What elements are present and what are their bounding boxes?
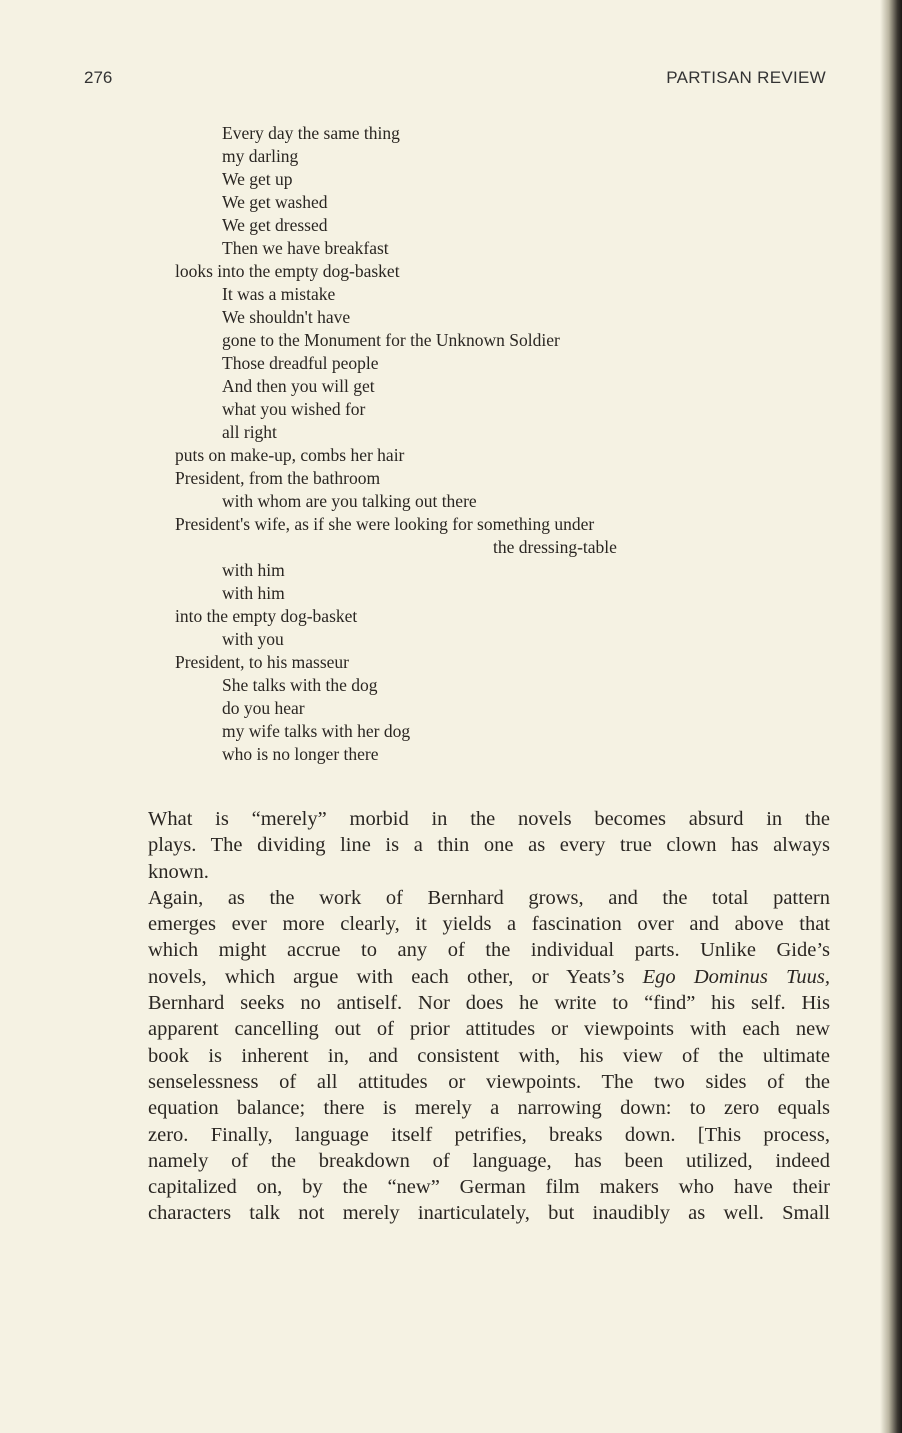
verse-line: my wife talks with her dog	[222, 721, 411, 741]
paragraph-line: senselessness of all attitudes or viewpoints. The two sides of the	[148, 1070, 830, 1093]
paragraph-line: apparent cancelling out of prior attitudes or viewpoints with each new	[148, 1018, 830, 1041]
verse-line: with whom are you talking out there	[222, 491, 477, 511]
verse-line: Every day the same thing	[222, 123, 400, 143]
stage-direction-line: President, to his masseur	[175, 652, 350, 672]
verse-line: Then we have breakfast	[222, 238, 389, 258]
body-text	[148, 806, 830, 1227]
stage-direction-line: into the empty dog-basket	[175, 606, 358, 626]
running-title: PARTISAN REVIEW	[666, 68, 826, 87]
paragraph-line: Bernhard seeks no antiself. Nor does he write to “find” his self. His	[148, 992, 830, 1015]
verse-line: with him	[222, 560, 285, 580]
verse-line: gone to the Monument for the Unknown Soldier	[222, 330, 560, 350]
verse-line: do you hear	[222, 698, 305, 718]
stage-direction-line: looks into the empty dog-basket	[175, 261, 400, 281]
verse-line: with him	[222, 583, 285, 603]
verse-line: the dressing-table	[493, 537, 617, 557]
paragraph-line: plays. The dividing line is a thin one as every true clown has always	[148, 834, 830, 857]
stage-direction-line: President, from the bathroom	[175, 468, 381, 488]
verse-line: all right	[222, 422, 277, 442]
paragraph-line: characters talk not merely inarticulately, but inaudibly as well. Small	[148, 1202, 830, 1225]
paragraph-line: equation balance; there is merely a narrowing down: to zero equals	[148, 1097, 830, 1120]
paragraph-line: capitalized on, by the “new” German film makers who have their	[148, 1176, 830, 1199]
paragraph-line: zero. Finally, language itself petrifies, breaks down. [This process,	[148, 1123, 830, 1146]
verse-line: what you wished for	[222, 399, 366, 419]
verse-line: Those dreadful people	[222, 353, 379, 373]
verse-line: We get dressed	[222, 215, 328, 235]
book-binding-shadow	[880, 0, 902, 1433]
paragraph-line: which might accrue to any of the individual parts. Unlike Gide’s	[148, 939, 830, 962]
verse-line: We shouldn't have	[222, 307, 351, 327]
paragraph-line: Again, as the work of Bernhard grows, and the total pattern	[148, 886, 830, 909]
paragraph-line: known.	[148, 860, 209, 883]
verse-line: who is no longer there	[222, 744, 379, 764]
page-number: 276	[84, 68, 113, 87]
paragraph-line: What is “merely” morbid in the novels becomes absurd in the	[148, 808, 830, 830]
verse-line: And then you will get	[222, 376, 375, 396]
paragraph-line: emerges ever more clearly, it yields a fascination over and above that	[148, 913, 830, 936]
stage-direction-line: President's wife, as if she were looking for something under	[175, 514, 595, 534]
verse-line: my darling	[222, 146, 299, 166]
verse-line: We get up	[222, 169, 293, 189]
running-header	[84, 68, 826, 92]
verse-line: It was a mistake	[222, 284, 336, 304]
paragraph-line: namely of the breakdown of language, has been utilized, indeed	[148, 1149, 830, 1172]
verse-line: She talks with the dog	[222, 675, 378, 695]
paragraph-line: book is inherent in, and consistent with, his view of the ultimate	[148, 1044, 830, 1067]
verse-line: We get washed	[222, 192, 328, 212]
verse-line: with you	[222, 629, 284, 649]
stage-direction-line: puts on make-up, combs her hair	[175, 445, 405, 465]
paragraph-line: novels, which argue with each other, or Yeats’s Ego Dominus Tuus,	[148, 965, 830, 988]
